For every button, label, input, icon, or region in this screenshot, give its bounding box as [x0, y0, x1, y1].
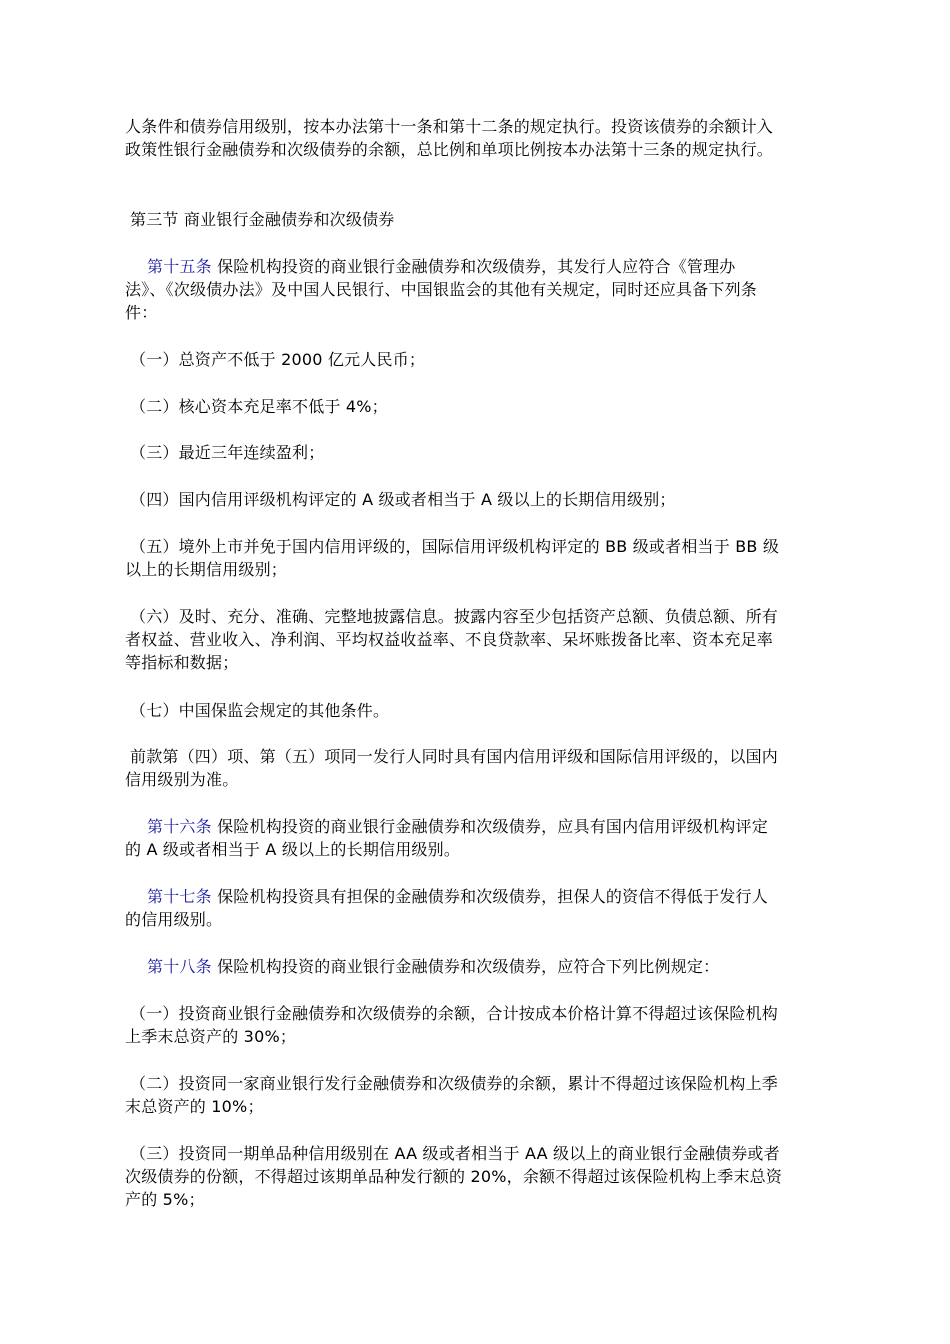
article-17: [125, 885, 835, 931]
text-line: （一）投资商业银行金融债券和次级债券的余额，合计按成本价格计算不得超过该保险机构: [130, 1004, 779, 1023]
text-line: 等指标和数据；: [125, 653, 239, 672]
text-line: （二）投资同一家商业银行发行金融债券和次级债券的余额，累计不得超过该保险机构上季: [130, 1074, 779, 1093]
text-line: 次级债券的份额，不得超过该期单品种发行额的 20%，余额不得超过该保险机构上季末总资: [125, 1167, 783, 1186]
article-15-label: 第十五条: [147, 257, 212, 276]
text-line: 件：: [125, 303, 158, 322]
text-line: 末总资产的 10%；: [125, 1097, 264, 1116]
text-line: 的信用级别。: [125, 910, 223, 929]
ratio-1: [125, 1002, 835, 1048]
article-17-label: 第十七条: [147, 887, 212, 906]
condition-6: [125, 605, 835, 674]
text-line: 的 A 级或者相当于 A 级以上的长期信用级别。: [125, 840, 461, 859]
text-line: 保险机构投资的商业银行金融债券和次级债券，应具有国内信用评级机构评定: [217, 817, 768, 836]
text-line: 法》、《次级债办法》及中国人民银行、中国银监会的其他有关规定，同时还应具备下列条: [125, 280, 758, 299]
text-line: （三）投资同一期单品种信用级别在 AA 级或者相当于 AA 级以上的商业银行金融债券或者: [130, 1144, 780, 1163]
article-15: [125, 255, 835, 324]
text-line: 信用级别为准。: [125, 770, 239, 789]
condition-7: （七）中国保监会规定的其他条件。: [130, 701, 390, 720]
text-line: 上季末总资产的 30%；: [125, 1027, 297, 1046]
text-line: 前款第（四）项、第（五）项同一发行人同时具有国内信用评级和国际信用评级的，以国内: [130, 747, 779, 766]
text-line: 保险机构投资的商业银行金融债券和次级债券，应符合下列比例规定：: [217, 957, 720, 976]
text-line: （五）境外上市并免于国内信用评级的，国际信用评级机构评定的 BB 级或者相当于 BB 级: [130, 537, 780, 556]
condition-4: （四）国内信用评级机构评定的 A 级或者相当于 A 级以上的长期信用级别；: [130, 490, 676, 509]
article-18-label: 第十八条: [147, 957, 212, 976]
text-line: 以上的长期信用级别；: [125, 560, 288, 579]
text-line: 保险机构投资的商业银行金融债券和次级债券，其发行人应符合《管理办: [217, 257, 736, 276]
ratio-3: [125, 1142, 835, 1211]
ratio-2: [125, 1072, 835, 1118]
article-16-label: 第十六条: [147, 817, 212, 836]
text-line: （六）及时、充分、准确、完整地披露信息。披露内容至少包括资产总额、负债总额、所有: [130, 607, 779, 626]
text-line: 保险机构投资具有担保的金融债券和次级债券，担保人的资信不得低于发行人: [217, 887, 768, 906]
note-paragraph: [125, 745, 835, 791]
condition-1: （一）总资产不低于 2000 亿元人民币；: [130, 350, 426, 369]
section-heading: 第三节 商业银行金融债券和次级债券: [130, 210, 395, 229]
condition-2: （二）核心资本充足率不低于 4%；: [130, 397, 388, 416]
text-line: 产的 5%；: [125, 1190, 205, 1209]
text-line: 政策性银行金融债券和次级债券的余额，总比例和单项比例按本办法第十三条的规定执行。: [125, 140, 774, 159]
article-18: [125, 955, 835, 978]
text-line: 人条件和债券信用级别，按本办法第十一条和第十二条的规定执行。投资该债券的余额计入: [125, 117, 774, 136]
intro-paragraph: [125, 115, 835, 161]
condition-3: （三）最近三年连续盈利；: [130, 443, 325, 462]
condition-5: [125, 535, 835, 581]
text-line: 者权益、营业收入、净利润、平均权益收益率、不良贷款率、呆坏账拨备比率、资本充足率: [125, 630, 774, 649]
article-16: [125, 815, 835, 861]
